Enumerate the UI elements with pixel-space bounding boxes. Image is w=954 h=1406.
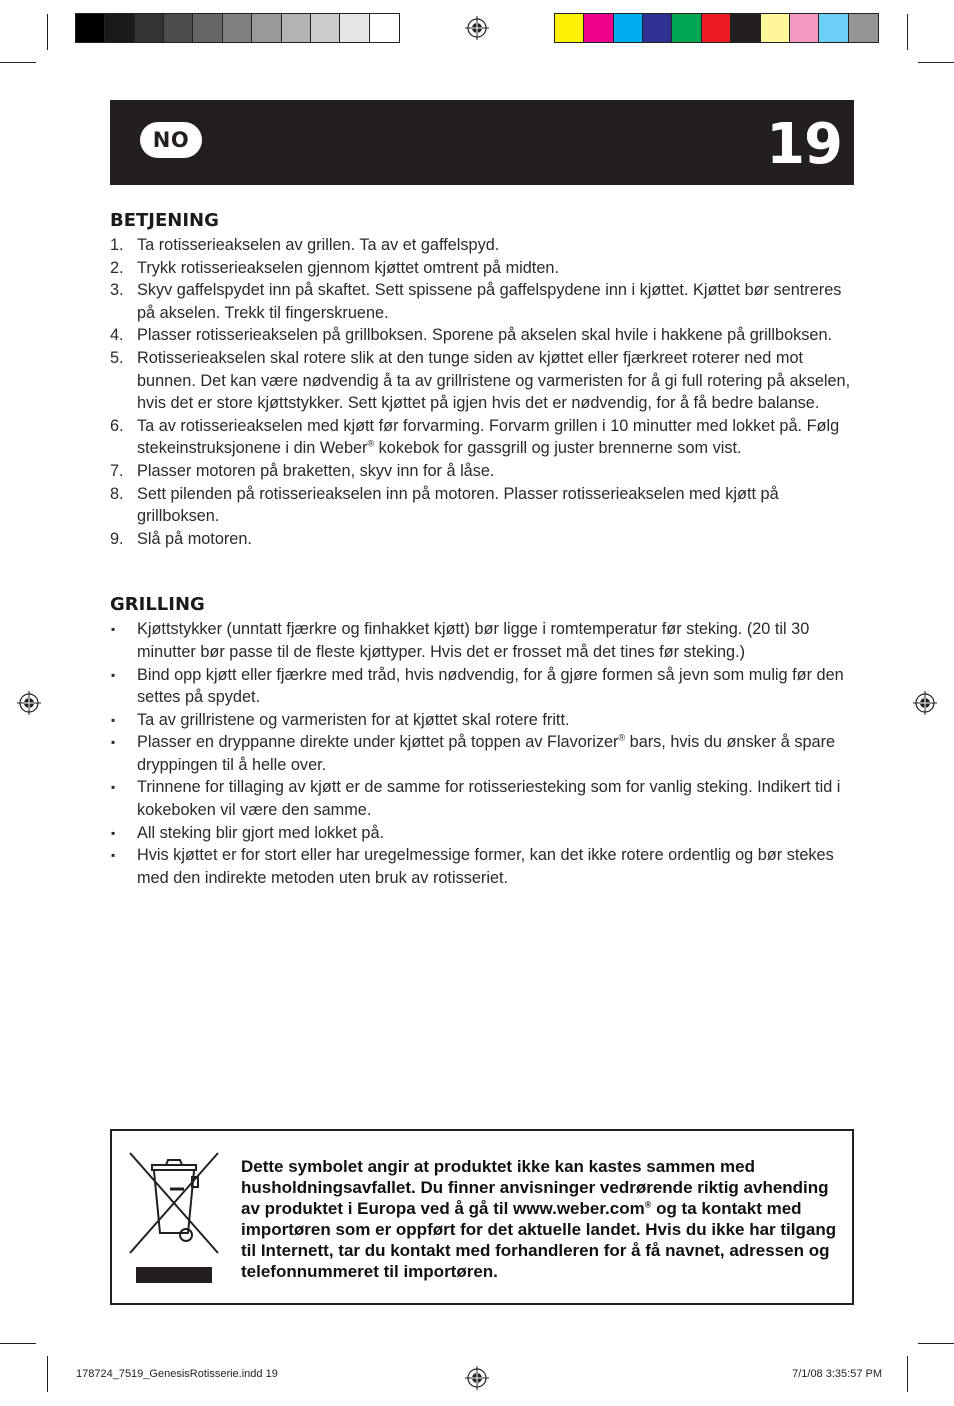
- registered-mark: ®: [644, 1199, 652, 1210]
- betjening-steps: [110, 234, 854, 550]
- page-header-band: [110, 100, 854, 185]
- step-number: 2.: [110, 258, 124, 277]
- step-text: Ta rotisserieakselen av grillen. Ta av et gaffelspyd.: [137, 236, 500, 254]
- weee-disposal-notice: [110, 1129, 854, 1305]
- bullet-icon: ▪: [111, 622, 116, 637]
- color-swatch: [282, 14, 311, 42]
- color-swatch: [643, 14, 672, 42]
- list-item-text: Ta av grillristene og varmeristen for at kjøttet skal rotere fritt.: [137, 710, 570, 729]
- registered-mark: ®: [367, 438, 375, 449]
- list-item: [110, 776, 854, 821]
- registration-mark-icon: [465, 1366, 489, 1390]
- step-number: 5.: [110, 348, 124, 367]
- notice-text-part: Dette symbolet angir at produktet ikke kan kastes sammen med husholdningsavfallet. Du finner anvisninger vedrørende riktig avhending av produktet i Europa ved å gå til www.weber.com: [241, 1157, 829, 1218]
- crop-mark: [0, 62, 36, 63]
- registration-mark-icon: [913, 691, 937, 715]
- color-swatch: [252, 14, 281, 42]
- language-badge: NO: [140, 122, 202, 158]
- step-number: 1.: [110, 236, 124, 254]
- crop-mark: [918, 1343, 954, 1344]
- process-color-bar: [554, 13, 879, 43]
- list-item-text: Bind opp kjøtt eller fjærkre med tråd, hvis nødvendig, for å gjøre formen så jevn som mulig før den settes på spydet.: [137, 665, 844, 707]
- step-item: [110, 483, 854, 528]
- crossed-out-wheelie-bin-icon: [126, 1149, 222, 1289]
- page-number: 19: [766, 112, 842, 177]
- section-title-betjening: BETJENING: [110, 210, 219, 231]
- step-item: [110, 460, 854, 483]
- bullet-icon: ▪: [111, 825, 116, 840]
- step-text: Sett pilenden på rotisserieakselen inn på motoren. Plasser rotisserieakselen med kjøtt på grillboksen.: [137, 484, 779, 526]
- list-item: [110, 618, 854, 663]
- registration-mark-icon: [465, 16, 489, 40]
- color-swatch: [584, 14, 613, 42]
- step-text: Rotisserieakselen skal rotere slik at den tunge siden av kjøttet eller fjærkreet roterer ned mot bunnen. Det kan være nødvendig å ta av grillristene og varmeristen for å gi full rotering på akselen, hvis det er store kjøttstykker. Sett kjøttet på igjen hvis det er nødvendig, for å få bedre balanse.: [137, 348, 851, 413]
- color-swatch: [105, 14, 134, 42]
- step-text: Slå på motoren.: [137, 529, 252, 548]
- bullet-icon: ▪: [111, 712, 116, 727]
- crop-mark: [907, 14, 908, 50]
- step-text: kokebok for gassgrill og juster brennerne som vist.: [374, 439, 742, 458]
- color-swatch: [193, 14, 222, 42]
- step-text: Plasser rotisserieakselen på grillboksen. Sporene på akselen skal hvile i hakkene på grillboksen.: [137, 326, 833, 345]
- color-swatch: [702, 14, 731, 42]
- grayscale-color-bar: [75, 13, 400, 43]
- bullet-icon: ▪: [111, 848, 116, 863]
- color-swatch: [76, 14, 105, 42]
- color-swatch: [731, 14, 760, 42]
- list-item-text: Plasser en dryppanne direkte under kjøttet på toppen av Flavorizer: [137, 733, 619, 752]
- step-number: 3.: [110, 281, 124, 300]
- crop-mark: [47, 14, 48, 50]
- step-text: Plasser motoren på braketten, skyv inn for å låse.: [137, 461, 495, 480]
- bullet-icon: ▪: [111, 667, 116, 682]
- list-item: [110, 709, 854, 732]
- step-number: 7.: [110, 461, 124, 480]
- color-swatch: [311, 14, 340, 42]
- list-item: [110, 664, 854, 709]
- slug-datetime: 7/1/08 3:35:57 PM: [792, 1368, 882, 1380]
- registration-mark-icon: [17, 691, 41, 715]
- color-swatch: [223, 14, 252, 42]
- crop-mark: [0, 1343, 36, 1344]
- list-item-text: All steking blir gjort med lokket på.: [137, 823, 385, 842]
- section-title-grilling: GRILLING: [110, 594, 205, 616]
- color-swatch: [849, 14, 878, 42]
- crop-mark: [47, 1356, 48, 1392]
- list-item: [110, 844, 854, 889]
- list-item-text: Hvis kjøttet er for stort eller har uregelmessige former, kan det ikke rotere ordentlig og bør stekes med den indirekte metoden uten bruk av rotisseriet.: [137, 846, 834, 887]
- color-swatch: [164, 14, 193, 42]
- step-item: [110, 279, 854, 324]
- color-swatch: [340, 14, 369, 42]
- bullet-icon: ▪: [111, 780, 116, 795]
- step-number: 9.: [110, 529, 124, 548]
- color-swatch: [135, 14, 164, 42]
- step-text: Ta av rotisserieakselen med kjøtt før forvarming. Forvarm grillen i 10 minutter med lokket på. Følg stekeinstruksjonene i din Weber: [137, 416, 840, 458]
- registered-mark: ®: [618, 732, 626, 743]
- step-item: [110, 324, 854, 347]
- slug-filename: 178724_7519_GenesisRotisserie.indd 19: [76, 1368, 278, 1380]
- step-number: 4.: [110, 326, 124, 345]
- list-item-text: Trinnene for tillaging av kjøtt er de samme for rotisseriesteking som for vanlig steking. Indikert tid i kokeboken vil være den samme.: [137, 778, 841, 820]
- crop-mark: [907, 1356, 908, 1392]
- notice-text-part: og ta kontakt med importøren som er oppført for det aktuelle landet. Hvis du ikke har tilgang til Internett, tar du kontakt med forhandleren for å få navnet, adressen og telefonnummeret til importøren.: [241, 1199, 837, 1281]
- list-item: [110, 822, 854, 845]
- color-swatch: [790, 14, 819, 42]
- step-number: 8.: [110, 484, 124, 503]
- list-item-text: Kjøttstykker (unntatt fjærkre og finhakket kjøtt) bør ligge i romtemperatur før steking. (20 til 30 minutter bør passe til de fleste kjøttyper. Hvis det er frosset må det tines før steking.): [137, 620, 810, 661]
- step-item: [110, 257, 854, 280]
- step-item: [110, 415, 854, 460]
- main-content: [110, 208, 854, 889]
- list-item-text: bars, hvis du ønsker å spare dryppingen til å helle over.: [137, 733, 836, 774]
- crop-mark: [918, 62, 954, 63]
- step-number: 6.: [110, 416, 124, 435]
- color-swatch: [555, 14, 584, 42]
- step-text: Trykk rotisserieakselen gjennom kjøttet omtrent på midten.: [137, 258, 559, 277]
- step-item: [110, 234, 854, 257]
- color-swatch: [614, 14, 643, 42]
- color-swatch: [672, 14, 701, 42]
- list-item: [110, 731, 854, 776]
- color-swatch: [370, 14, 399, 42]
- grilling-tips: [110, 618, 854, 889]
- bullet-icon: ▪: [111, 735, 116, 750]
- step-item: [110, 528, 854, 551]
- color-swatch: [761, 14, 790, 42]
- color-swatch: [819, 14, 848, 42]
- step-text: Skyv gaffelspydet inn på skaftet. Sett spissene på gaffelspydene inn i kjøttet. Kjøttet bør sentreres på akselen. Trekk til fingerskruene.: [137, 281, 842, 322]
- notice-text: [241, 1156, 847, 1282]
- step-item: [110, 347, 854, 415]
